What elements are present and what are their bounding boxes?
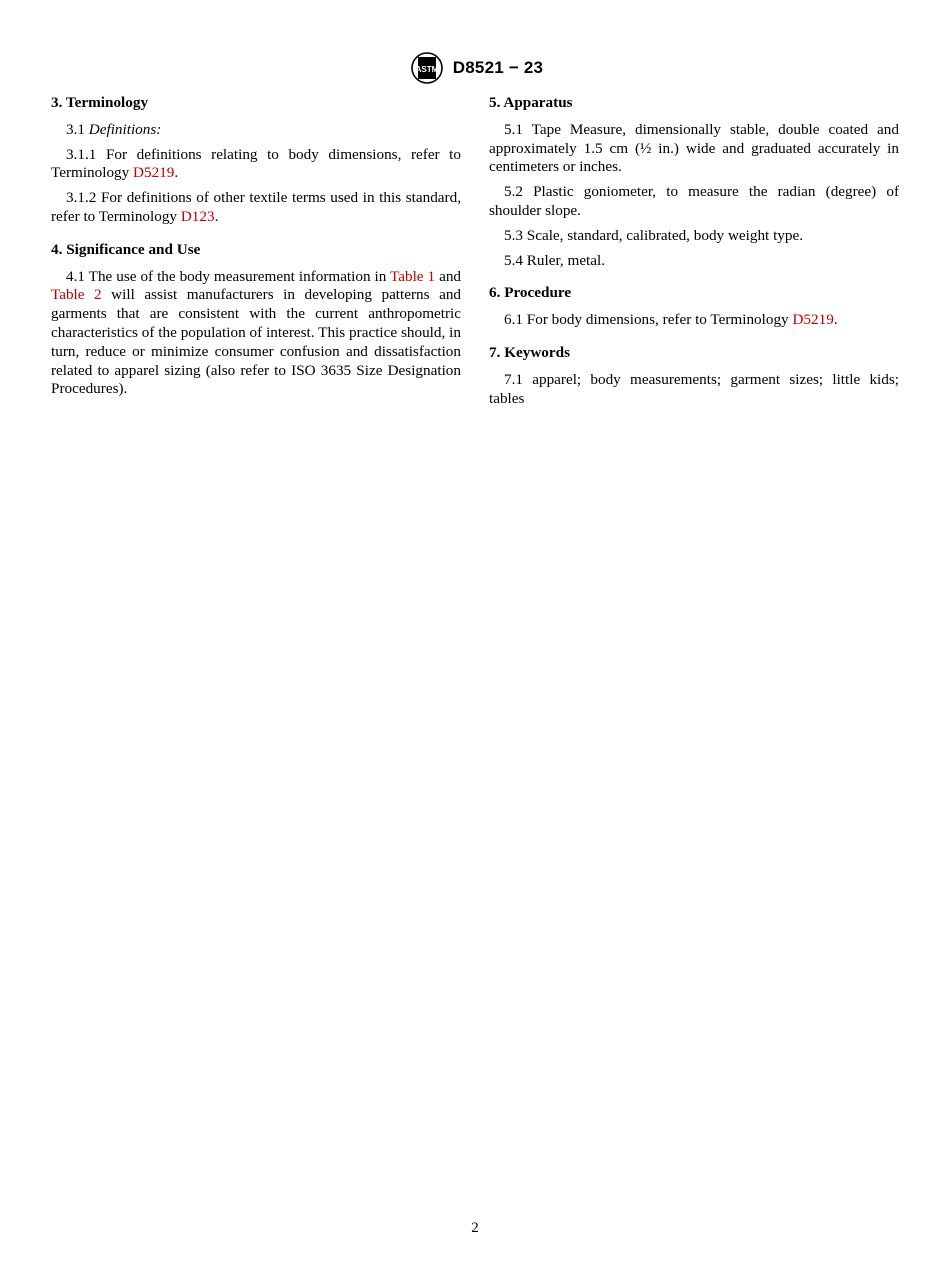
link-d5219[interactable]: D5219 — [133, 164, 175, 182]
section-5-heading: 5. Apparatus — [489, 94, 573, 111]
section-4-heading: 4. Significance and Use — [51, 240, 201, 258]
para-4-1 — [51, 268, 461, 400]
para-6-1-end: . — [833, 311, 838, 329]
para-3-1 — [51, 121, 461, 140]
section-7-heading: 7. Keywords — [489, 343, 570, 361]
astm-logo-icon — [407, 51, 447, 85]
para-3-1-title: Definitions: — [88, 120, 162, 138]
section-6-heading: 6. Procedure — [489, 284, 572, 302]
section-3-heading: 3. Terminology — [51, 94, 149, 111]
para-6-1-text: 6.1 For body dimensions, refer to Terminology — [504, 311, 793, 329]
para-4-1-c: will assist manufacturers in developing patterns and garments that are consistent with the current anthropometric characteristics of the population of interest. This practice should, in turn, reduce or minimize consumer confusion and dissatisfaction related to apparel sizing (also refer to ISO 3635 Size Designation Procedures). — [51, 286, 462, 398]
document-designation: D8521 − 23 — [452, 58, 544, 77]
para-3-1-2-text: 3.1.2 For definitions of other textile terms used in this standard, refer to Terminology — [51, 189, 461, 225]
link-table-1[interactable]: Table 1 — [390, 267, 436, 285]
link-table-2[interactable]: Table 2 — [51, 286, 102, 304]
para-3-1-2 — [51, 189, 461, 227]
para-4-1-b: and — [435, 267, 462, 285]
para-6-1 — [489, 311, 899, 330]
link-d5219-procedure[interactable]: D5219 — [792, 311, 834, 329]
page-header — [0, 50, 950, 86]
para-3-1-1-end: . — [174, 164, 179, 182]
para-3-1-2-end: . — [214, 207, 219, 225]
para-3-1-1-text: 3.1.1 For definitions relating to body dimensions, refer to Terminology — [51, 145, 461, 182]
para-3-1-number: 3.1 — [66, 120, 85, 138]
para-5-1: 5.1 Tape Measure, dimensionally stable, double coated and approximately 1.5 cm (½ in.) wide and graduated accurately in centimeters or inches. — [489, 120, 899, 176]
left-column — [51, 94, 461, 405]
para-5-2: 5.2 Plastic goniometer, to measure the radian (degree) of shoulder slope. — [489, 183, 899, 219]
right-column — [489, 94, 899, 414]
page-number: 2 — [471, 1220, 479, 1236]
para-5-3: 5.3 Scale, standard, calibrated, body weight type. — [504, 226, 804, 244]
para-7-1: 7.1 apparel; body measurements; garment sizes; little kids; tables — [489, 370, 899, 407]
logo-text: ASTM — [415, 65, 439, 74]
para-5-4: 5.4 Ruler, metal. — [504, 251, 606, 269]
para-3-1-1 — [51, 146, 461, 184]
link-d123[interactable]: D123 — [180, 207, 215, 225]
para-4-1-a: 4.1 The use of the body measurement information in — [66, 267, 391, 285]
